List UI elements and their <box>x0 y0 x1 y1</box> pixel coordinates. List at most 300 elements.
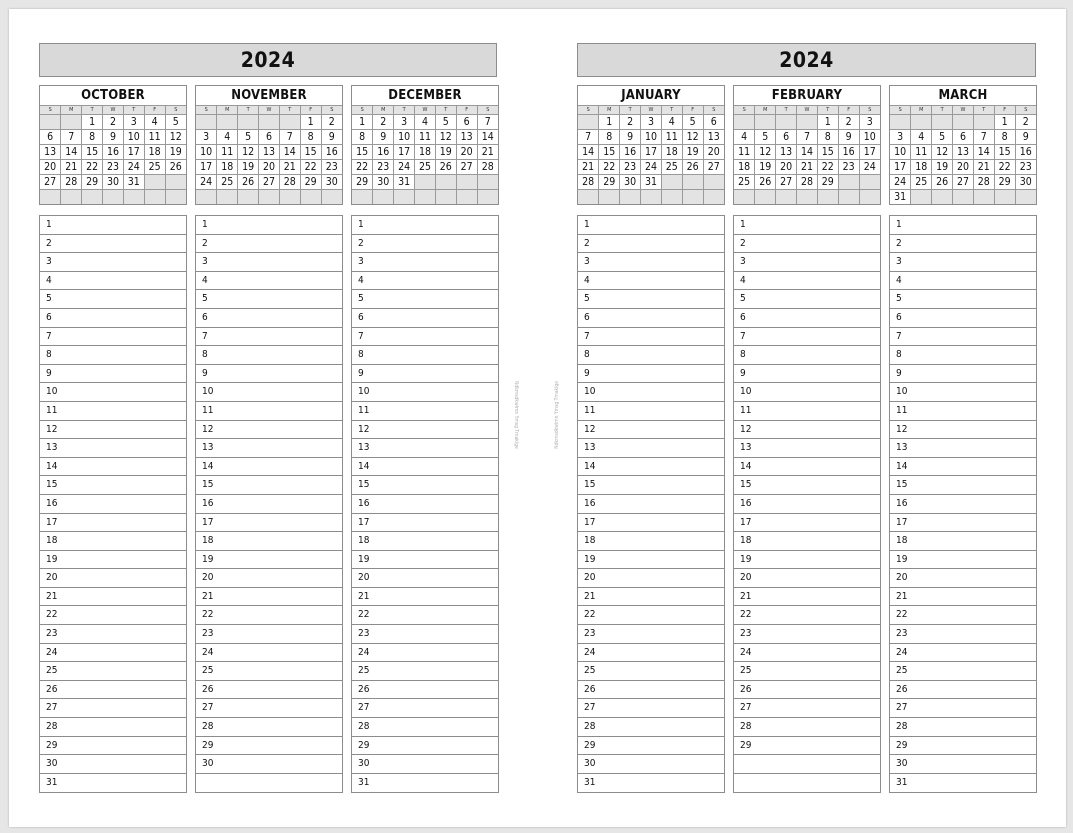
day-note-line[interactable]: 4 <box>40 272 186 291</box>
day-note-line[interactable]: 11 <box>890 402 1036 421</box>
day-note-line[interactable]: 17 <box>734 514 880 533</box>
weekday-label: T <box>661 106 682 115</box>
month-title: MARCH <box>938 88 988 103</box>
empty-day-cell <box>755 190 776 205</box>
day-note-line[interactable]: 13 <box>196 439 342 458</box>
day-note-line[interactable]: 5 <box>196 290 342 309</box>
mini-day-cell: 1 <box>300 115 321 130</box>
day-note-line[interactable]: 12 <box>352 421 498 440</box>
day-note-line[interactable]: 29 <box>40 737 186 756</box>
empty-day-cell <box>415 190 436 205</box>
weekday-label: W <box>415 106 436 115</box>
day-note-line[interactable]: 7 <box>196 328 342 347</box>
day-note-line[interactable]: 9 <box>890 365 1036 384</box>
day-note-line[interactable]: 2 <box>196 235 342 254</box>
day-note-line[interactable]: 7 <box>40 328 186 347</box>
day-note-line[interactable]: 18 <box>734 532 880 551</box>
mini-day-cell: 5 <box>435 115 456 130</box>
day-note-line[interactable]: 13 <box>40 439 186 458</box>
day-note-line[interactable]: 5 <box>40 290 186 309</box>
day-note-line[interactable]: 18 <box>40 532 186 551</box>
day-note-line[interactable]: 10 <box>352 383 498 402</box>
weekday-label: F <box>838 106 859 115</box>
day-note-line[interactable]: 17 <box>578 514 724 533</box>
empty-day-cell <box>259 115 280 130</box>
day-note-line[interactable]: 20 <box>578 569 724 588</box>
day-note-line[interactable]: 18 <box>352 532 498 551</box>
day-note-line[interactable]: 31 <box>584 776 596 788</box>
mini-day-cell: 25 <box>144 160 165 175</box>
day-note-line[interactable]: 16 <box>352 495 498 514</box>
empty-day-cell <box>890 115 911 130</box>
day-note-line[interactable]: 28 <box>890 718 1036 737</box>
mini-day-cell: 8 <box>817 130 838 145</box>
day-note-line[interactable]: 24 <box>890 644 1036 663</box>
day-note-line[interactable]: 22 <box>352 606 498 625</box>
day-note-line[interactable]: 9 <box>196 365 342 384</box>
day-note-line[interactable]: 30 <box>196 755 342 774</box>
day-note-line[interactable]: 12 <box>196 421 342 440</box>
day-note-line[interactable]: 27 <box>352 699 498 718</box>
empty-day-cell <box>40 190 61 205</box>
daily-notes-february <box>733 215 881 793</box>
day-note-line[interactable]: 31 <box>896 776 908 788</box>
day-note-line[interactable]: 29 <box>352 737 498 756</box>
weekday-label: F <box>456 106 477 115</box>
day-note-line[interactable]: 1 <box>352 216 498 235</box>
day-note-line[interactable]: 2 <box>352 235 498 254</box>
day-note-line[interactable]: 28 <box>196 718 342 737</box>
mini-day-cell: 15 <box>82 145 103 160</box>
day-note-line[interactable]: 22 <box>890 606 1036 625</box>
day-note-line[interactable]: 13 <box>734 439 880 458</box>
empty-day-cell <box>196 115 217 130</box>
day-note-line[interactable]: 29 <box>890 737 1036 756</box>
day-note-line[interactable]: 11 <box>40 402 186 421</box>
day-note-line[interactable]: 27 <box>578 699 724 718</box>
day-note-line[interactable]: 1 <box>196 216 342 235</box>
day-note-line[interactable]: 25 <box>196 662 342 681</box>
mini-calendar-october <box>39 85 187 205</box>
day-note-line[interactable]: 23 <box>734 625 880 644</box>
mini-day-cell: 24 <box>890 175 911 190</box>
day-note-line[interactable]: 18 <box>890 532 1036 551</box>
day-note-line[interactable]: 27 <box>196 699 342 718</box>
mini-day-cell: 1 <box>599 115 620 130</box>
day-note-line[interactable]: 29 <box>734 737 880 756</box>
mini-day-cell: 22 <box>817 160 838 175</box>
day-note-line[interactable]: 19 <box>40 551 186 570</box>
day-note-line[interactable]: 19 <box>734 551 880 570</box>
day-note-line[interactable]: 5 <box>352 290 498 309</box>
mini-day-cell: 13 <box>456 130 477 145</box>
mini-day-cell: 23 <box>373 160 394 175</box>
day-note-line[interactable]: 19 <box>890 551 1036 570</box>
empty-day-cell <box>682 190 703 205</box>
mini-day-cell: 28 <box>578 175 599 190</box>
day-note-line[interactable]: 9 <box>352 365 498 384</box>
day-note-line[interactable]: 8 <box>890 346 1036 365</box>
day-note-line[interactable]: 15 <box>890 476 1036 495</box>
day-note-line[interactable]: 8 <box>352 346 498 365</box>
day-note-line[interactable]: 16 <box>734 495 880 514</box>
mini-day-cell: 5 <box>932 130 953 145</box>
mini-day-cell: 11 <box>217 145 238 160</box>
mini-day-cell: 15 <box>817 145 838 160</box>
mini-day-cell: 20 <box>259 160 280 175</box>
day-note-line[interactable]: 20 <box>734 569 880 588</box>
day-note-line[interactable]: 8 <box>578 346 724 365</box>
day-note-line[interactable]: 4 <box>196 272 342 291</box>
mini-day-cell: 15 <box>300 145 321 160</box>
day-note-line[interactable]: 27 <box>890 699 1036 718</box>
mini-day-cell: 9 <box>321 130 342 145</box>
mini-day-cell: 7 <box>61 130 82 145</box>
day-note-line[interactable]: 21 <box>40 588 186 607</box>
day-note-line[interactable]: 25 <box>578 662 724 681</box>
day-note-line[interactable]: 23 <box>578 625 724 644</box>
mini-day-cell: 25 <box>217 175 238 190</box>
day-note-line[interactable]: 19 <box>352 551 498 570</box>
weekday-label: T <box>973 106 994 115</box>
day-note-line[interactable]: 15 <box>734 476 880 495</box>
day-note-line[interactable]: 16 <box>578 495 724 514</box>
day-note-line[interactable]: 12 <box>734 421 880 440</box>
mini-day-cell: 2 <box>321 115 342 130</box>
day-note-line[interactable]: 21 <box>734 588 880 607</box>
day-note-line[interactable]: 9 <box>734 365 880 384</box>
day-note-line[interactable]: 9 <box>578 365 724 384</box>
day-note-line[interactable]: 13 <box>352 439 498 458</box>
day-note-line[interactable]: 14 <box>734 458 880 477</box>
mini-day-cell: 24 <box>123 160 144 175</box>
day-note-line[interactable]: 30 <box>890 755 1036 774</box>
day-note-line[interactable]: 22 <box>40 606 186 625</box>
day-note-line[interactable]: 18 <box>578 532 724 551</box>
day-note-line[interactable]: 26 <box>578 681 724 700</box>
day-note-line[interactable]: 4 <box>352 272 498 291</box>
day-note-line[interactable]: 17 <box>352 514 498 533</box>
weekday-label: W <box>103 106 124 115</box>
mini-day-cell: 6 <box>703 115 724 130</box>
day-note-line[interactable]: 26 <box>196 681 342 700</box>
day-note-line[interactable]: 20 <box>40 569 186 588</box>
day-note-line[interactable]: 10 <box>196 383 342 402</box>
day-note-line[interactable]: 15 <box>196 476 342 495</box>
day-note-line[interactable]: 15 <box>40 476 186 495</box>
day-note-line[interactable]: 1 <box>734 216 880 235</box>
weekday-label: S <box>352 106 373 115</box>
mini-day-cell: 7 <box>578 130 599 145</box>
day-note-line[interactable]: 24 <box>734 644 880 663</box>
day-note-line[interactable]: 8 <box>734 346 880 365</box>
day-note-line[interactable]: 21 <box>196 588 342 607</box>
day-note-line[interactable]: 2 <box>578 235 724 254</box>
year-header: 2024 <box>39 43 497 77</box>
day-note-line[interactable]: 5 <box>578 290 724 309</box>
empty-day-cell <box>373 190 394 205</box>
empty-day-cell <box>40 115 61 130</box>
weekday-label: F <box>994 106 1015 115</box>
mini-day-cell: 24 <box>394 160 415 175</box>
day-note-line[interactable]: 30 <box>352 755 498 774</box>
mini-day-cell: 27 <box>259 175 280 190</box>
mini-day-cell: 26 <box>932 175 953 190</box>
weekday-label: W <box>953 106 974 115</box>
day-note-line[interactable]: 10 <box>890 383 1036 402</box>
empty-day-cell <box>477 190 498 205</box>
mini-day-cell: 9 <box>838 130 859 145</box>
day-note-line[interactable]: 16 <box>40 495 186 514</box>
weekday-label: W <box>641 106 662 115</box>
day-note-line[interactable]: 25 <box>734 662 880 681</box>
day-note-line[interactable]: 22 <box>734 606 880 625</box>
day-note-line[interactable]: 1 <box>578 216 724 235</box>
day-note-line[interactable]: 7 <box>352 328 498 347</box>
day-note-line[interactable]: 14 <box>578 458 724 477</box>
day-note-line[interactable]: 3 <box>196 253 342 272</box>
mini-day-cell: 5 <box>165 115 186 130</box>
day-note-line[interactable]: 20 <box>352 569 498 588</box>
day-note-line[interactable]: 19 <box>196 551 342 570</box>
weekday-label: S <box>734 106 755 115</box>
mini-day-cell: 2 <box>103 115 124 130</box>
day-note-line[interactable]: 3 <box>578 253 724 272</box>
day-note-line[interactable]: 27 <box>40 699 186 718</box>
mini-day-cell: 21 <box>477 145 498 160</box>
mini-day-cell: 22 <box>994 160 1015 175</box>
day-note-line[interactable]: 10 <box>734 383 880 402</box>
day-note-line[interactable]: 6 <box>40 309 186 328</box>
day-note-line[interactable]: 23 <box>196 625 342 644</box>
mini-day-cell: 21 <box>61 160 82 175</box>
mini-day-cell: 29 <box>599 175 620 190</box>
day-note-line[interactable]: 7 <box>578 328 724 347</box>
day-note-line[interactable]: 6 <box>734 309 880 328</box>
day-note-line[interactable]: 26 <box>890 681 1036 700</box>
day-note-line[interactable]: 22 <box>196 606 342 625</box>
mini-day-cell: 18 <box>217 160 238 175</box>
day-note-line[interactable]: 20 <box>196 569 342 588</box>
day-note-line[interactable]: 28 <box>352 718 498 737</box>
mini-day-cell: 7 <box>973 130 994 145</box>
empty-day-cell <box>238 190 259 205</box>
day-note-line[interactable]: 13 <box>890 439 1036 458</box>
day-note-line[interactable]: 6 <box>890 309 1036 328</box>
empty-day-cell <box>123 190 144 205</box>
day-note-line[interactable] <box>196 774 342 793</box>
day-note-line[interactable]: 12 <box>40 421 186 440</box>
day-note-line[interactable]: 22 <box>578 606 724 625</box>
mini-day-cell: 30 <box>620 175 641 190</box>
day-note-line[interactable]: 23 <box>40 625 186 644</box>
empty-day-cell <box>321 190 342 205</box>
day-note-line[interactable]: 6 <box>352 309 498 328</box>
day-note-line[interactable]: 1 <box>40 216 186 235</box>
day-note-line[interactable]: 26 <box>352 681 498 700</box>
weekday-label: F <box>682 106 703 115</box>
weekday-label: S <box>196 106 217 115</box>
mini-day-cell: 23 <box>620 160 641 175</box>
day-note-line[interactable]: 16 <box>196 495 342 514</box>
day-note-line[interactable] <box>734 755 880 774</box>
mini-day-cell: 9 <box>1015 130 1036 145</box>
mini-day-cell: 22 <box>82 160 103 175</box>
day-note-line[interactable]: 2 <box>734 235 880 254</box>
weekday-label: S <box>477 106 498 115</box>
mini-day-cell: 10 <box>641 130 662 145</box>
day-note-line[interactable]: 14 <box>196 458 342 477</box>
day-note-line[interactable]: 23 <box>890 625 1036 644</box>
mini-day-cell: 24 <box>641 160 662 175</box>
mini-day-cell: 16 <box>373 145 394 160</box>
day-note-line[interactable]: 8 <box>40 346 186 365</box>
mini-day-cell: 19 <box>238 160 259 175</box>
day-note-line[interactable]: 14 <box>352 458 498 477</box>
day-note-line[interactable]: 2 <box>890 235 1036 254</box>
mini-day-cell: 16 <box>620 145 641 160</box>
day-note-line[interactable]: 18 <box>196 532 342 551</box>
mini-day-cell: 10 <box>859 130 880 145</box>
mini-calendar-grid <box>195 85 343 205</box>
day-note-line[interactable]: 14 <box>890 458 1036 477</box>
day-note-line[interactable]: 30 <box>40 755 186 774</box>
mini-day-cell: 14 <box>61 145 82 160</box>
mini-day-cell: 28 <box>279 175 300 190</box>
day-note-line[interactable]: 11 <box>352 402 498 421</box>
mini-day-cell: 18 <box>415 145 436 160</box>
day-note-line[interactable]: 27 <box>734 699 880 718</box>
day-note-line[interactable]: 26 <box>734 681 880 700</box>
day-note-line[interactable]: 5 <box>890 290 1036 309</box>
day-note-line[interactable]: 2 <box>40 235 186 254</box>
day-note-line[interactable]: 24 <box>578 644 724 663</box>
day-note-line[interactable]: 24 <box>40 644 186 663</box>
month-title: OCTOBER <box>81 88 145 103</box>
day-note-line[interactable]: 8 <box>196 346 342 365</box>
day-note-line[interactable]: 21 <box>352 588 498 607</box>
day-note-line[interactable]: 17 <box>40 514 186 533</box>
day-note-line[interactable]: 17 <box>196 514 342 533</box>
mini-day-cell: 31 <box>890 190 911 205</box>
daily-notes-january <box>577 215 725 793</box>
day-note-line[interactable]: 3 <box>40 253 186 272</box>
day-note-line[interactable]: 3 <box>890 253 1036 272</box>
mini-day-cell: 12 <box>238 145 259 160</box>
day-note-line[interactable]: 6 <box>578 309 724 328</box>
day-note-line[interactable]: 15 <box>578 476 724 495</box>
empty-day-cell <box>703 190 724 205</box>
weekday-label: T <box>435 106 456 115</box>
day-note-line[interactable]: 21 <box>578 588 724 607</box>
day-note-line[interactable]: 25 <box>40 662 186 681</box>
day-note-line[interactable]: 20 <box>890 569 1036 588</box>
day-note-line[interactable]: 4 <box>578 272 724 291</box>
day-note-line[interactable]: 31 <box>46 776 58 788</box>
mini-day-cell: 8 <box>300 130 321 145</box>
day-note-line[interactable]: 29 <box>196 737 342 756</box>
mini-day-cell: 15 <box>352 145 373 160</box>
day-note-line[interactable]: 1 <box>890 216 1036 235</box>
day-note-line[interactable]: 12 <box>578 421 724 440</box>
day-note-line[interactable]: 28 <box>40 718 186 737</box>
weekday-label: F <box>300 106 321 115</box>
mini-day-cell: 4 <box>911 130 932 145</box>
weekday-label: S <box>321 106 342 115</box>
mini-day-cell: 13 <box>776 145 797 160</box>
day-note-line[interactable]: 14 <box>40 458 186 477</box>
day-note-line[interactable]: 17 <box>890 514 1036 533</box>
day-note-line[interactable]: 11 <box>734 402 880 421</box>
day-note-line[interactable]: 4 <box>890 272 1036 291</box>
daily-notes-november <box>195 215 343 793</box>
mini-day-cell: 8 <box>82 130 103 145</box>
mini-day-cell: 19 <box>932 160 953 175</box>
mini-day-cell: 22 <box>300 160 321 175</box>
day-note-line[interactable]: 29 <box>578 737 724 756</box>
day-note-line[interactable]: 31 <box>358 776 370 788</box>
day-note-line[interactable]: 23 <box>352 625 498 644</box>
mini-day-cell: 6 <box>40 130 61 145</box>
day-note-line[interactable]: 26 <box>40 681 186 700</box>
day-note-line[interactable]: 4 <box>734 272 880 291</box>
day-note-line[interactable]: 25 <box>352 662 498 681</box>
empty-day-cell <box>578 190 599 205</box>
day-note-line[interactable]: 13 <box>578 439 724 458</box>
mini-calendar-grid <box>39 85 187 205</box>
mini-day-cell: 3 <box>890 130 911 145</box>
day-note-line[interactable]: 10 <box>40 383 186 402</box>
day-note-line[interactable]: 11 <box>578 402 724 421</box>
day-note-line[interactable]: 24 <box>352 644 498 663</box>
day-note-line[interactable] <box>734 774 880 793</box>
day-note-line[interactable]: 7 <box>734 328 880 347</box>
day-note-line[interactable]: 11 <box>196 402 342 421</box>
day-note-line[interactable]: 15 <box>352 476 498 495</box>
empty-day-cell <box>477 175 498 190</box>
year-header: 2024 <box>577 43 1036 77</box>
weekday-label: T <box>817 106 838 115</box>
day-note-line[interactable]: 28 <box>734 718 880 737</box>
mini-day-cell: 19 <box>755 160 776 175</box>
empty-day-cell <box>61 190 82 205</box>
day-note-line[interactable]: 5 <box>734 290 880 309</box>
mini-day-cell: 18 <box>144 145 165 160</box>
day-note-line[interactable]: 16 <box>890 495 1036 514</box>
day-note-line[interactable]: 7 <box>890 328 1036 347</box>
day-note-line[interactable]: 10 <box>578 383 724 402</box>
day-note-line[interactable]: 12 <box>890 421 1036 440</box>
day-note-line[interactable]: 28 <box>578 718 724 737</box>
day-note-line[interactable]: 19 <box>578 551 724 570</box>
mini-day-cell: 23 <box>1015 160 1036 175</box>
weekday-label: T <box>394 106 415 115</box>
mini-day-cell: 15 <box>599 145 620 160</box>
day-note-line[interactable]: 30 <box>578 755 724 774</box>
day-note-line[interactable]: 21 <box>890 588 1036 607</box>
day-note-line[interactable]: 3 <box>352 253 498 272</box>
day-note-line[interactable]: 9 <box>40 365 186 384</box>
day-note-line[interactable]: 3 <box>734 253 880 272</box>
empty-day-cell <box>620 190 641 205</box>
mini-day-cell: 25 <box>415 160 436 175</box>
day-note-line[interactable]: 25 <box>890 662 1036 681</box>
empty-day-cell <box>734 190 755 205</box>
weekday-label: T <box>82 106 103 115</box>
day-note-line[interactable]: 6 <box>196 309 342 328</box>
day-note-line[interactable]: 24 <box>196 644 342 663</box>
weekday-label: M <box>911 106 932 115</box>
